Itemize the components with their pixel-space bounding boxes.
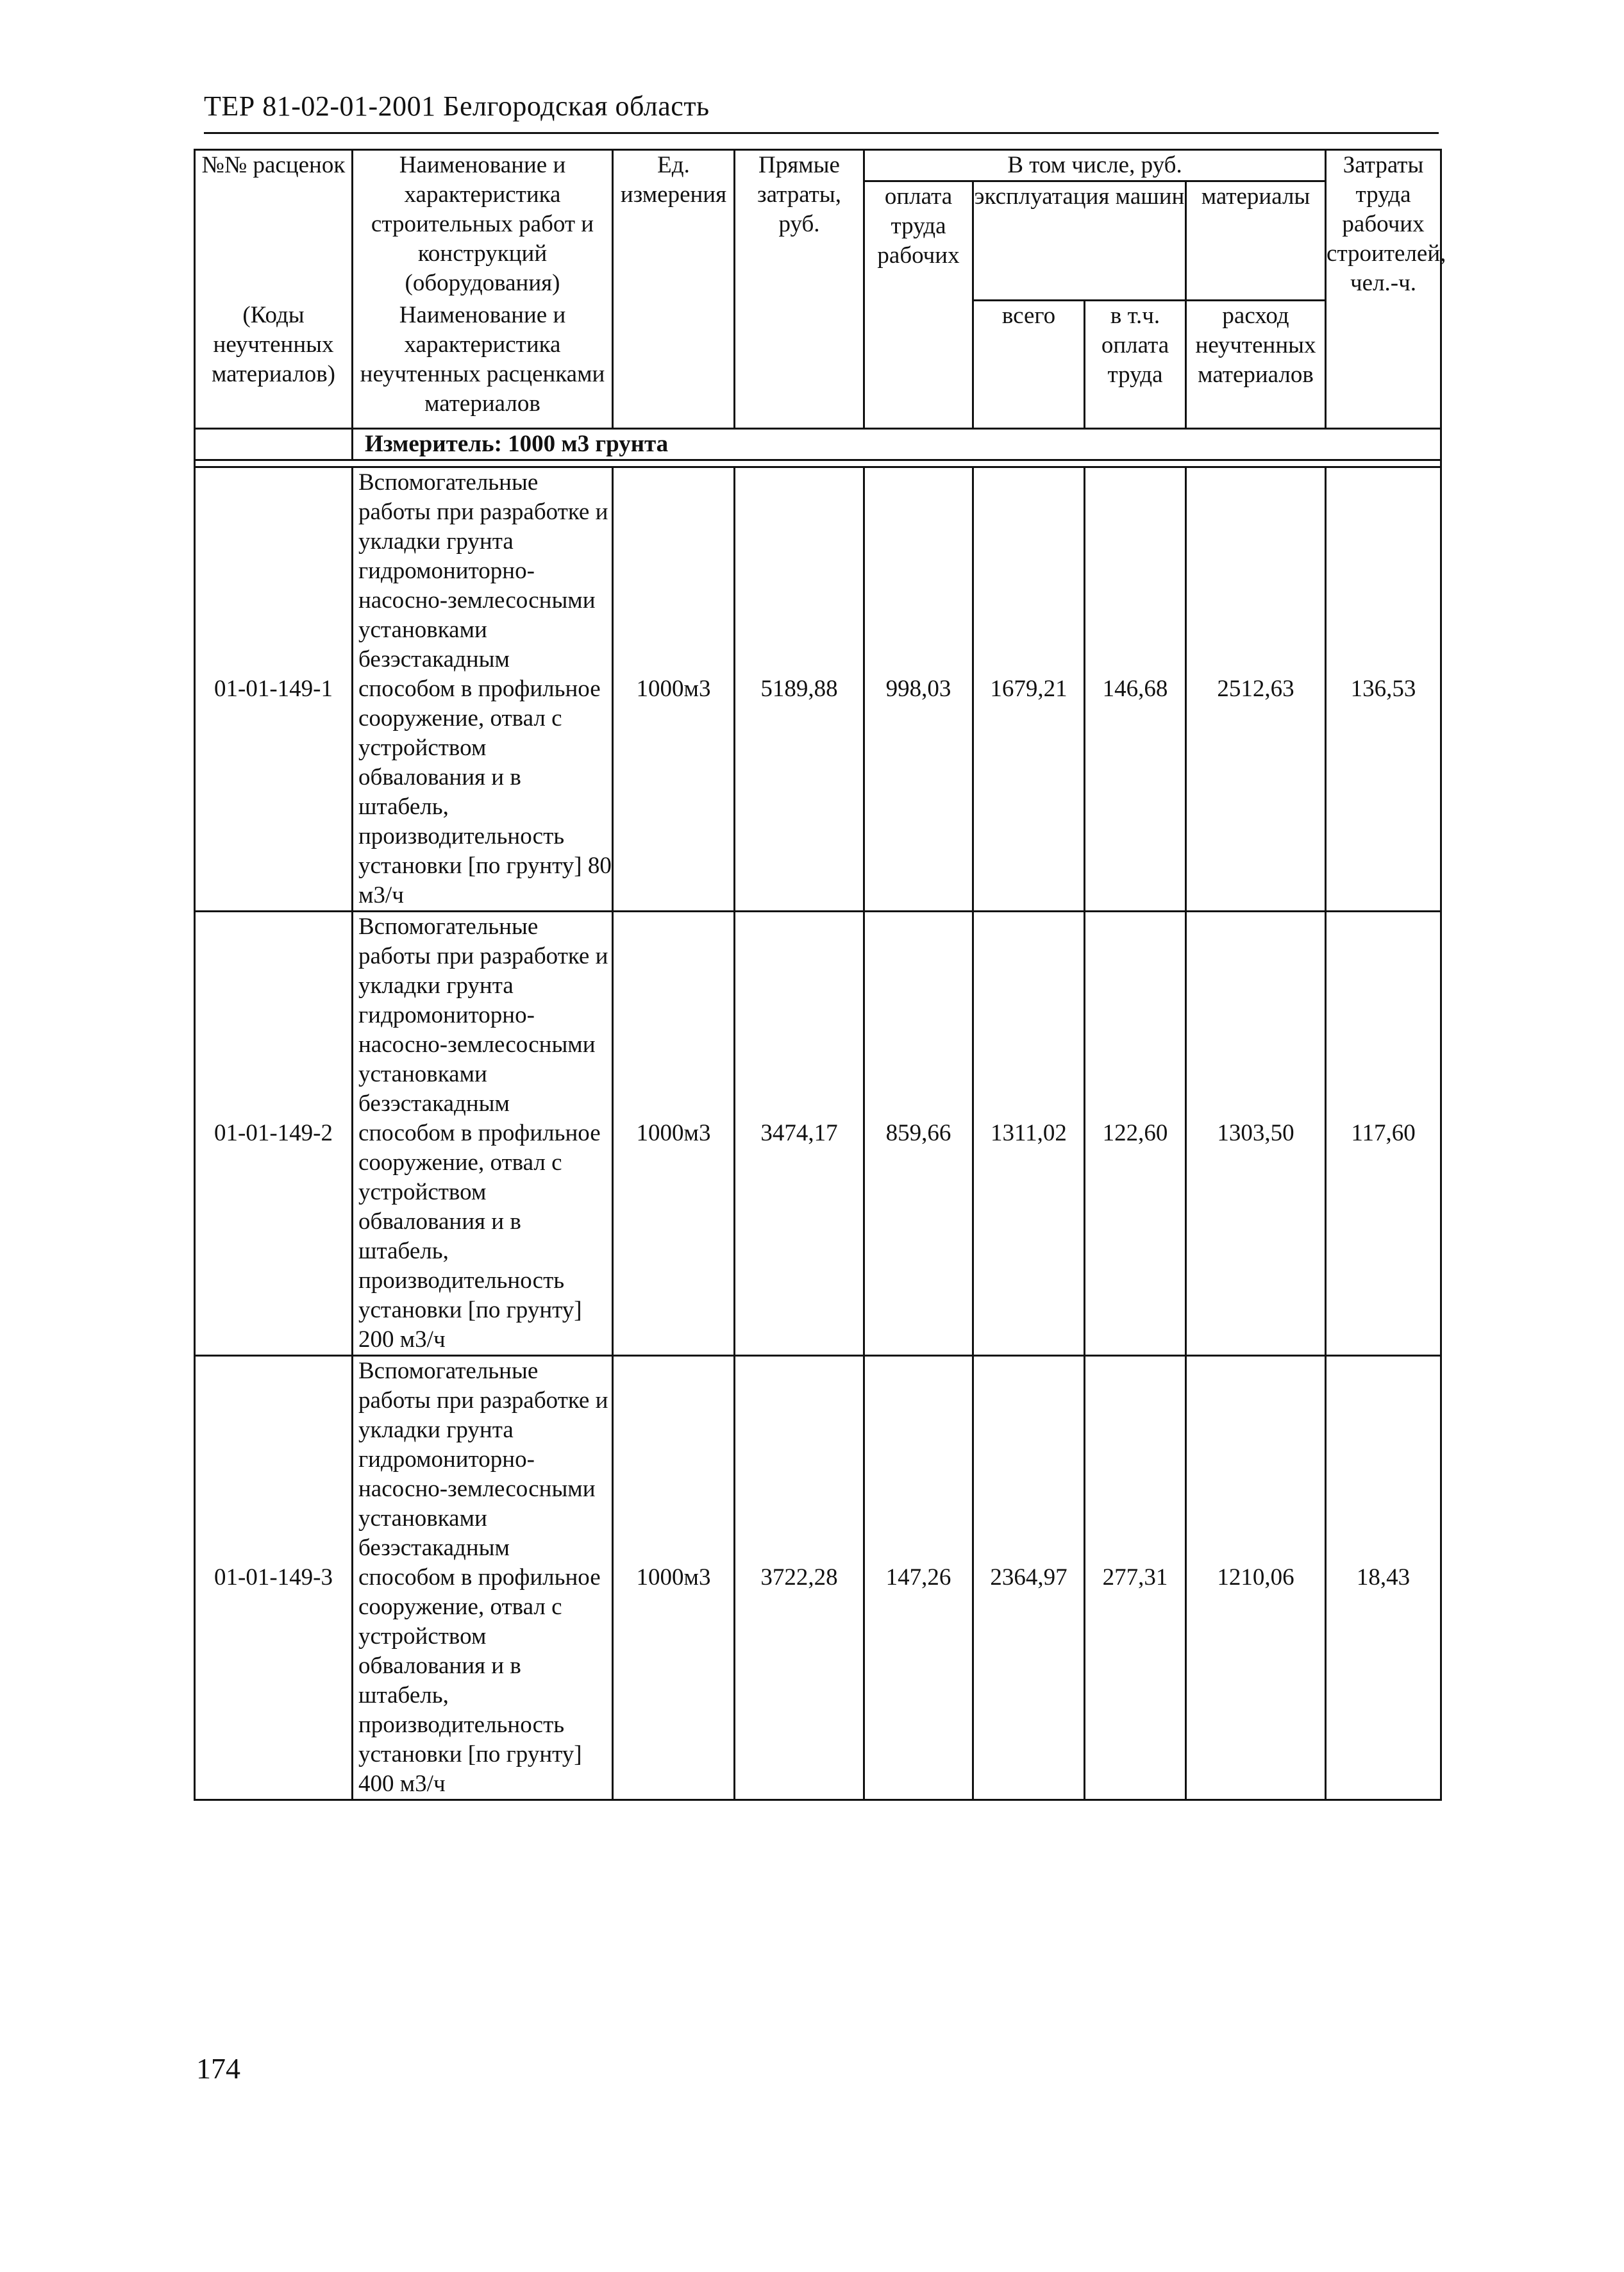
header-materials-alt: расход неучтенных материалов (1186, 301, 1326, 429)
rate-code: 01-01-149-3 (195, 1356, 353, 1800)
rate-machines-wage: 146,68 (1085, 467, 1186, 912)
header-code: №№ расценок (195, 150, 353, 301)
rate-wage: 998,03 (864, 467, 973, 912)
rate-direct-cost: 5189,88 (735, 467, 864, 912)
rate-direct-cost: 3722,28 (735, 1356, 864, 1800)
rates-table (194, 149, 1446, 1801)
rate-wage: 859,66 (864, 912, 973, 1356)
rate-machines-wage: 277,31 (1085, 1356, 1186, 1800)
rate-machines-total: 1679,21 (973, 467, 1085, 912)
rate-machines-total: 1311,02 (973, 912, 1085, 1356)
header-code-alt: (Коды неучтенных материалов) (195, 301, 353, 429)
rate-labor: 18,43 (1326, 1356, 1441, 1800)
measure-label: Измеритель: 1000 м3 грунта (353, 429, 1441, 460)
rate-description: Вспомогательные работы при разработке и укладки грунта гидромониторно-насосно-землесосными установками безэстакадным способом в профильное сооружение, отвал с устройством обвалования и в штабель, производительность установки [по грунту] 200 м3/ч (353, 912, 613, 1356)
rate-labor: 136,53 (1326, 467, 1441, 912)
rate-labor: 117,60 (1326, 912, 1441, 1356)
table-divider (195, 460, 1441, 467)
document-title: ТЕР 81-02-01-2001 Белгородская область (204, 90, 710, 122)
header-name: Наименование и характеристика строительных работ и конструкций (оборудования) (353, 150, 613, 301)
rate-direct-cost: 3474,17 (735, 912, 864, 1356)
measure-spacer (195, 429, 353, 460)
table-row (195, 467, 1441, 912)
header-labor-cont (1326, 301, 1441, 429)
rate-machines-wage: 122,60 (1085, 912, 1186, 1356)
header-materials: материалы (1186, 181, 1326, 301)
header-wage: оплата труда рабочих (864, 181, 973, 429)
rate-machines-total: 2364,97 (973, 1356, 1085, 1800)
rate-description: Вспомогательные работы при разработке и укладки грунта гидромониторно-насосно-землесосными установками безэстакадным способом в профильное сооружение, отвал с устройством обвалования и в штабель, производительность установки [по грунту] 400 м3/ч (353, 1356, 613, 1800)
header-name-alt: Наименование и характеристика неучтенных расценками материалов (353, 301, 613, 429)
header-direct-cost: Прямые затраты, руб. (735, 150, 864, 429)
header-machines: эксплуатация машин (973, 181, 1186, 301)
header-unit: Ед. измерения (613, 150, 735, 429)
header-machines-wage: в т.ч. оплата труда (1085, 301, 1186, 429)
table-row (195, 1356, 1441, 1800)
page-header (204, 88, 1439, 134)
rate-unit: 1000м3 (613, 912, 735, 1356)
rate-materials: 1303,50 (1186, 912, 1326, 1356)
rate-materials: 1210,06 (1186, 1356, 1326, 1800)
rate-wage: 147,26 (864, 1356, 973, 1800)
header-labor: Затраты труда рабочих строителей, чел.-ч. (1326, 150, 1441, 301)
rate-unit: 1000м3 (613, 467, 735, 912)
rate-materials: 2512,63 (1186, 467, 1326, 912)
rate-code: 01-01-149-2 (195, 912, 353, 1356)
header-including: В том числе, руб. (864, 150, 1326, 181)
page-number: 174 (196, 2052, 240, 2085)
table-row (195, 912, 1441, 1356)
rate-code: 01-01-149-1 (195, 467, 353, 912)
header-machines-total: всего (973, 301, 1085, 429)
rate-description: Вспомогательные работы при разработке и укладки грунта гидромониторно-насосно-землесосными установками безэстакадным способом в профильное сооружение, отвал с устройством обвалования и в штабель, производительность установки [по грунту] 80 м3/ч (353, 467, 613, 912)
rate-unit: 1000м3 (613, 1356, 735, 1800)
